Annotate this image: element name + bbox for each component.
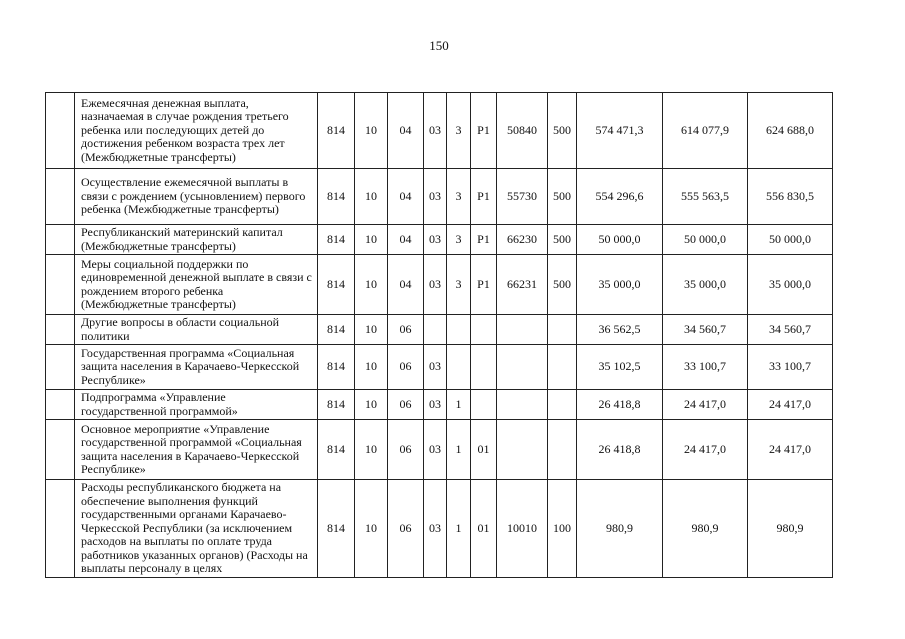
amount-year-1-cell: 574 471,3: [577, 93, 663, 169]
expense-type-code-cell: [548, 390, 577, 420]
amount-year-3-cell: 980,9: [748, 480, 833, 578]
ministry-code-cell: 814: [318, 169, 355, 225]
activity-code-cell: P1: [471, 225, 497, 255]
amount-year-2-cell: 614 077,9: [663, 93, 748, 169]
ministry-code-cell: 814: [318, 315, 355, 345]
ministry-code-cell: 814: [318, 345, 355, 390]
budget-table: [45, 92, 833, 578]
expense-type-code-cell: [548, 315, 577, 345]
amount-year-3-cell: 24 417,0: [748, 420, 833, 480]
section-code-cell: 10: [355, 420, 388, 480]
subprogram-code-cell: 1: [447, 420, 471, 480]
amount-year-1-cell: 35 102,5: [577, 345, 663, 390]
expense-type-code-cell: 500: [548, 255, 577, 315]
subsection-code-cell: 04: [388, 93, 424, 169]
activity-code-cell: 01: [471, 420, 497, 480]
activity-code-cell: P1: [471, 93, 497, 169]
section-code-cell: 10: [355, 225, 388, 255]
amount-year-2-cell: 980,9: [663, 480, 748, 578]
subsection-code-cell: 06: [388, 315, 424, 345]
subsection-code-cell: 06: [388, 480, 424, 578]
expense-name-cell: Государственная программа «Социальная защита населения в Карачаево-Черкесской Республике»: [75, 345, 318, 390]
subsection-code-cell: 06: [388, 390, 424, 420]
direction-code-cell: [497, 345, 548, 390]
subprogram-code-cell: 1: [447, 390, 471, 420]
section-code-cell: 10: [355, 345, 388, 390]
amount-year-1-cell: 35 000,0: [577, 255, 663, 315]
table-row: [46, 480, 833, 578]
empty-cell: [46, 93, 75, 169]
amount-year-3-cell: 624 688,0: [748, 93, 833, 169]
subsection-code-cell: 06: [388, 420, 424, 480]
expense-type-code-cell: [548, 345, 577, 390]
amount-year-2-cell: 50 000,0: [663, 225, 748, 255]
ministry-code-cell: 814: [318, 390, 355, 420]
subsection-code-cell: 04: [388, 169, 424, 225]
direction-code-cell: 50840: [497, 93, 548, 169]
program-code-cell: 03: [424, 225, 447, 255]
amount-year-1-cell: 26 418,8: [577, 390, 663, 420]
program-code-cell: 03: [424, 255, 447, 315]
table-row: [46, 93, 833, 169]
amount-year-3-cell: 24 417,0: [748, 390, 833, 420]
section-code-cell: 10: [355, 315, 388, 345]
expense-type-code-cell: 100: [548, 480, 577, 578]
program-code-cell: 03: [424, 480, 447, 578]
empty-cell: [46, 169, 75, 225]
ministry-code-cell: 814: [318, 255, 355, 315]
amount-year-2-cell: 35 000,0: [663, 255, 748, 315]
page-number: 150: [429, 38, 449, 53]
amount-year-2-cell: 555 563,5: [663, 169, 748, 225]
subprogram-code-cell: 3: [447, 93, 471, 169]
table-row: [46, 390, 833, 420]
table-row: [46, 225, 833, 255]
amount-year-3-cell: 33 100,7: [748, 345, 833, 390]
amount-year-1-cell: 554 296,6: [577, 169, 663, 225]
activity-code-cell: P1: [471, 255, 497, 315]
empty-cell: [46, 345, 75, 390]
activity-code-cell: [471, 390, 497, 420]
program-code-cell: 03: [424, 169, 447, 225]
direction-code-cell: [497, 315, 548, 345]
amount-year-3-cell: 50 000,0: [748, 225, 833, 255]
amount-year-1-cell: 26 418,8: [577, 420, 663, 480]
amount-year-3-cell: 35 000,0: [748, 255, 833, 315]
expense-name-cell: Подпрограмма «Управление государственной программой»: [75, 390, 318, 420]
subprogram-code-cell: 3: [447, 255, 471, 315]
subprogram-code-cell: 1: [447, 480, 471, 578]
empty-cell: [46, 420, 75, 480]
expense-name-cell: Основное мероприятие «Управление государственной программой «Социальная защита населения в Карачаево-Черкесской Республике»: [75, 420, 318, 480]
amount-year-3-cell: 556 830,5: [748, 169, 833, 225]
expense-name-cell: Меры социальной поддержки по единовременной денежной выплате в связи с рождением второго ребенка (Межбюджетные трансферты): [75, 255, 318, 315]
direction-code-cell: [497, 390, 548, 420]
amount-year-1-cell: 50 000,0: [577, 225, 663, 255]
ministry-code-cell: 814: [318, 93, 355, 169]
ministry-code-cell: 814: [318, 420, 355, 480]
section-code-cell: 10: [355, 93, 388, 169]
amount-year-1-cell: 980,9: [577, 480, 663, 578]
program-code-cell: 03: [424, 93, 447, 169]
ministry-code-cell: 814: [318, 225, 355, 255]
section-code-cell: 10: [355, 390, 388, 420]
section-code-cell: 10: [355, 169, 388, 225]
table-row: [46, 315, 833, 345]
expense-type-code-cell: [548, 420, 577, 480]
expense-type-code-cell: 500: [548, 225, 577, 255]
amount-year-2-cell: 33 100,7: [663, 345, 748, 390]
direction-code-cell: 55730: [497, 169, 548, 225]
activity-code-cell: [471, 315, 497, 345]
empty-cell: [46, 390, 75, 420]
direction-code-cell: 66230: [497, 225, 548, 255]
activity-code-cell: [471, 345, 497, 390]
subsection-code-cell: 04: [388, 225, 424, 255]
activity-code-cell: P1: [471, 169, 497, 225]
activity-code-cell: 01: [471, 480, 497, 578]
direction-code-cell: [497, 420, 548, 480]
empty-cell: [46, 315, 75, 345]
direction-code-cell: 66231: [497, 255, 548, 315]
amount-year-2-cell: 34 560,7: [663, 315, 748, 345]
expense-name-cell: Осуществление ежемесячной выплаты в связи с рождением (усыновлением) первого ребенка (Межбюджетные трансферты): [75, 169, 318, 225]
section-code-cell: 10: [355, 255, 388, 315]
expense-name-cell: Республиканский материнский капитал (Межбюджетные трансферты): [75, 225, 318, 255]
section-code-cell: 10: [355, 480, 388, 578]
subprogram-code-cell: 3: [447, 225, 471, 255]
amount-year-1-cell: 36 562,5: [577, 315, 663, 345]
expense-name-cell: Другие вопросы в области социальной политики: [75, 315, 318, 345]
table-row: [46, 255, 833, 315]
subsection-code-cell: 06: [388, 345, 424, 390]
subprogram-code-cell: [447, 315, 471, 345]
program-code-cell: 03: [424, 345, 447, 390]
expense-name-cell: Расходы республиканского бюджета на обеспечение выполнения функций государственными органами Карачаево-Черкесской Республики (за исключением расходов на выплаты по оплате труда работников указанных органов) (Расходы на выплаты персоналу в целях: [75, 480, 318, 578]
expense-name-cell: Ежемесячная денежная выплата, назначаемая в случае рождения третьего ребенка или последующих детей до достижения ребенком возраста трех лет (Межбюджетные трансферты): [75, 93, 318, 169]
table-row: [46, 169, 833, 225]
subsection-code-cell: 04: [388, 255, 424, 315]
amount-year-2-cell: 24 417,0: [663, 390, 748, 420]
empty-cell: [46, 255, 75, 315]
ministry-code-cell: 814: [318, 480, 355, 578]
program-code-cell: 03: [424, 390, 447, 420]
program-code-cell: [424, 315, 447, 345]
amount-year-2-cell: 24 417,0: [663, 420, 748, 480]
subprogram-code-cell: [447, 345, 471, 390]
amount-year-3-cell: 34 560,7: [748, 315, 833, 345]
expense-type-code-cell: 500: [548, 169, 577, 225]
empty-cell: [46, 480, 75, 578]
empty-cell: [46, 225, 75, 255]
subprogram-code-cell: 3: [447, 169, 471, 225]
expense-type-code-cell: 500: [548, 93, 577, 169]
table-row: [46, 345, 833, 390]
program-code-cell: 03: [424, 420, 447, 480]
direction-code-cell: 10010: [497, 480, 548, 578]
table-row: [46, 420, 833, 480]
